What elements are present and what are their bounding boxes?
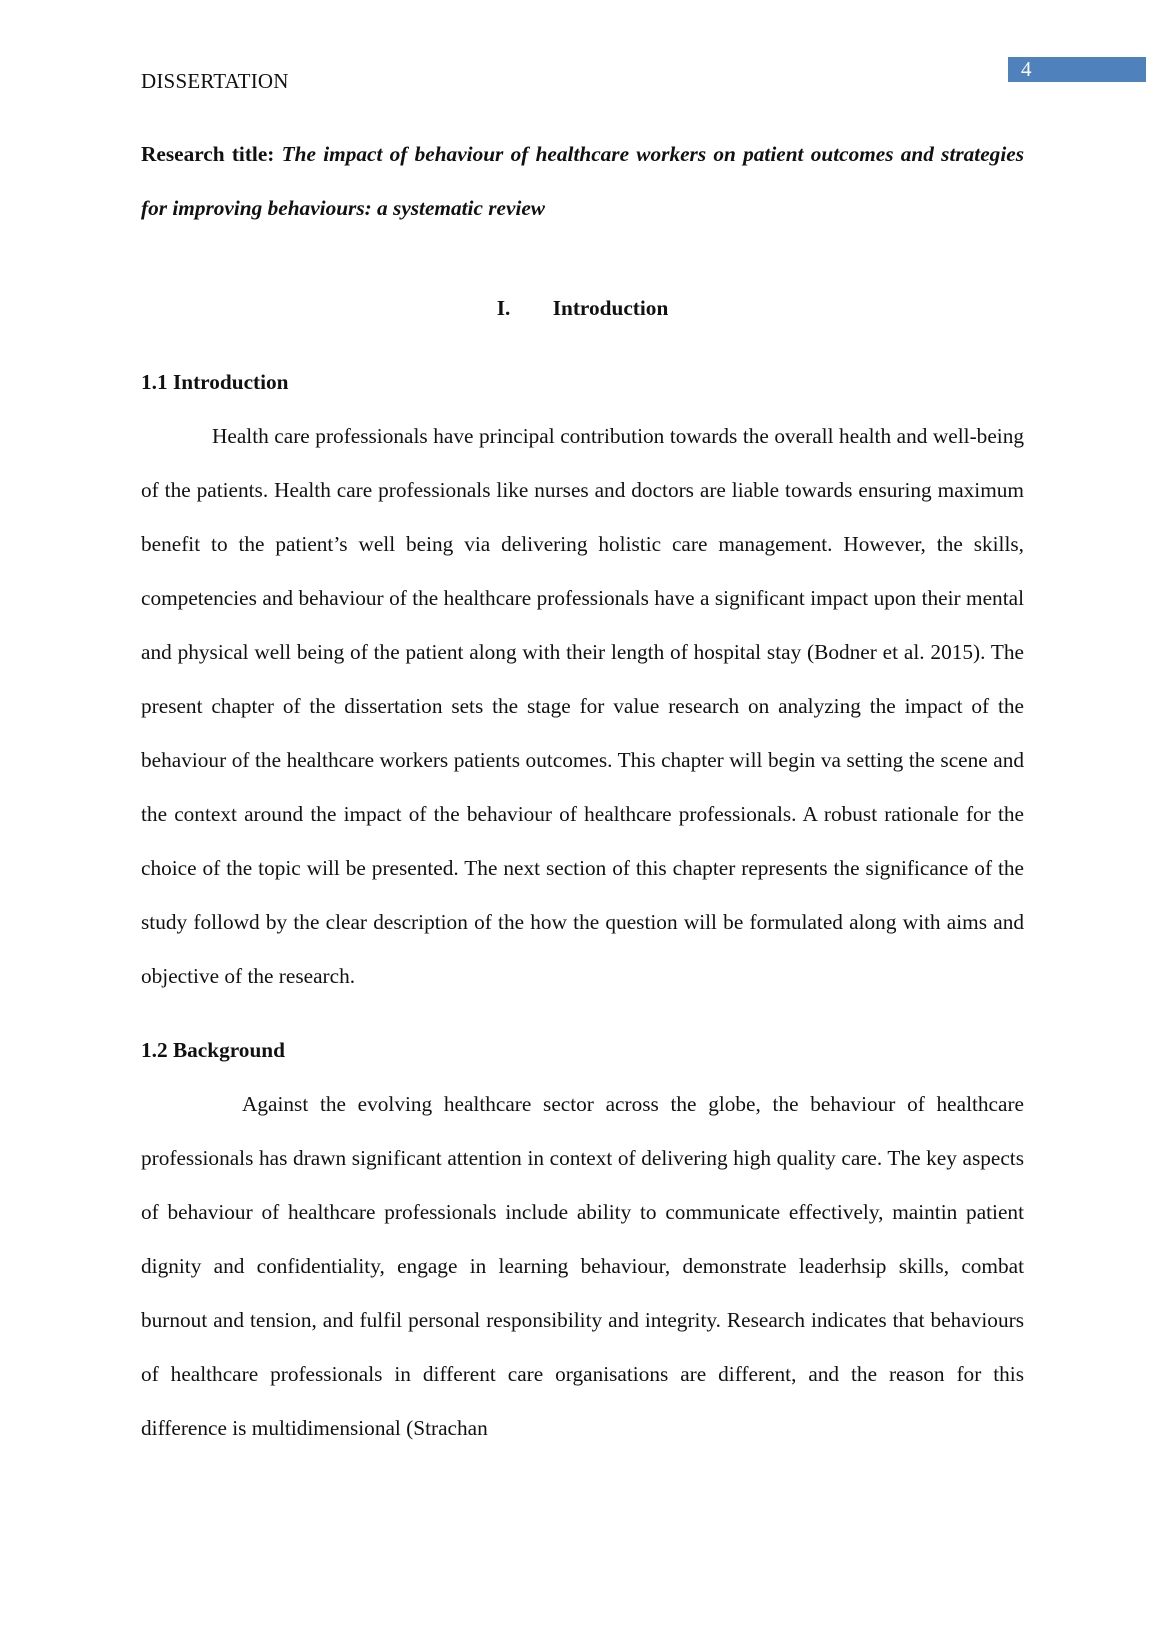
- chapter-number: I.: [496, 296, 511, 320]
- section-paragraph-background: Against the evolving healthcare sector across the globe, the behaviour of healthcare professionals has drawn significant attention in context of delivering high quality care. The key aspects of behaviour of healthcare professionals include ability to communicate effectively, maintin patient dignity and confidentiality, engage in learning behaviour, demonstrate leaderhsip skills, combat burnout and tension, and fulfil personal responsibility and integrity. Research indicates that behaviours of healthcare professionals in different care organisations are different, and the reason for this difference is multidimensional (Strachan: [141, 1092, 1024, 1440]
- page-number: 4: [1021, 57, 1032, 81]
- chapter-title: Introduction: [552, 296, 669, 320]
- section-paragraph-introduction: Health care professionals have principal contribution towards the overall health and well-being of the patients. Health care professionals like nurses and doctors are liable towards ensuring maximum benefit to the patient’s well being via delivering holistic care management. However, the skills, competencies and behaviour of the healthcare professionals have a significant impact upon their mental and physical well being of the patient along with their length of hospital stay (Bodner et al. 2015). The present chapter of the dissertation sets the stage for value research on analyzing the impact of the behaviour of the healthcare workers patients outcomes. This chapter will begin va setting the scene and the context around the impact of the behaviour of healthcare professionals. A robust rationale for the choice of the topic will be presented. The next section of this chapter represents the significance of the study followd by the clear description of the how the question will be formulated along with aims and objective of the research.: [141, 424, 1024, 988]
- document-body: [141, 127, 1024, 1455]
- section-heading-background: 1.2 Background: [141, 1038, 285, 1062]
- running-header: DISSERTATION: [141, 69, 289, 93]
- research-title-text: The impact of behaviour of healthcare workers on patient outcomes and strategies for improving behaviours: a systematic review: [141, 142, 1024, 220]
- chapter-heading: [141, 281, 1024, 335]
- research-title-label: Research title:: [141, 142, 275, 166]
- page-number-badge: [1008, 57, 1146, 82]
- research-title-block: [141, 127, 1024, 235]
- section-heading-introduction: 1.1 Introduction: [141, 370, 289, 394]
